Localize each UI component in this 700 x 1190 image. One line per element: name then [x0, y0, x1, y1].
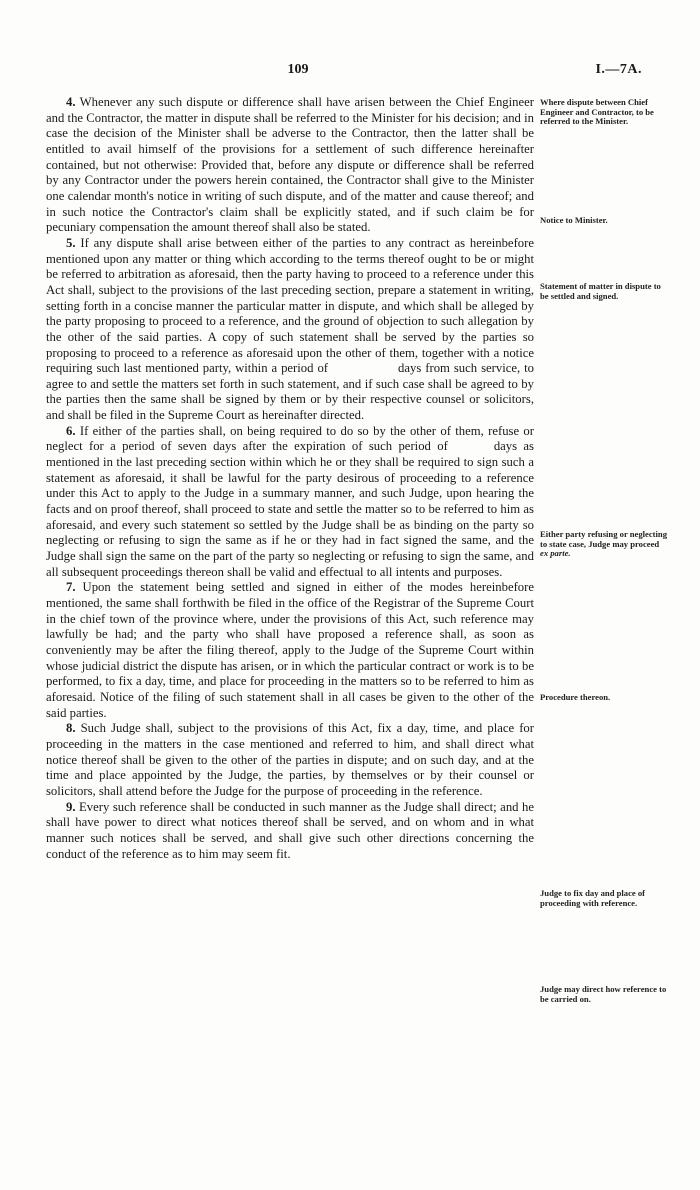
margin-note-italic: ex parte. [540, 548, 571, 559]
margin-note: Judge to fix day and place of proceeding with reference. [540, 888, 646, 908]
page-number: 109 [287, 62, 309, 77]
section-7 [46, 580, 534, 721]
section-number: 4. [66, 95, 76, 109]
section-number: 8. [66, 721, 76, 736]
section-text: days as mentioned in the last preceding section within which he or they shall be required to sign such a statement as aforesaid, it shall be lawful for the party desirous of proceeding to a reference under this Act to apply to the Judge in a summary manner, and such Judge, upon hearing the facts and on proof thereof, shall proceed to state and settle the matter so to be referred to him as aforesaid, and every such statement so settled by the Judge shall be as binding on the party so neglecting or refusing to sign the same as if he or they had in fact signed the same, and the Judge shall sign the same on the part of the party so neglecting or refusing to sign the same, and all subsequent proceedings thereon shall be valid and effectual to all intents and purposes. [46, 439, 534, 579]
margin-note: Where dispute between Chief Engineer and Contractor, to be referred to the Minister. [540, 97, 654, 127]
section-number: 6. [66, 423, 76, 438]
section-6 [46, 424, 534, 581]
section-number: 7. [66, 580, 76, 595]
body-text [46, 95, 534, 862]
section-text: If either of the parties shall, on being required to do so by the other of them, refuse or neglect for a period of seven days after the expiration of such period of [46, 423, 534, 454]
section-5 [46, 236, 534, 424]
margin-note [540, 530, 668, 559]
section-text: If any dispute shall arise between either of the parties to any contract as hereinbefore mentioned upon any matter or thing which according to the terms thereof ought to be or might be referred to arbitration as aforesaid, then the party having to proceed to a reference under this Act shall, subject to the provisions of the last preceding section, prepare a statement in writing, setting forth in a concise manner the particular matter in dispute, and which shall be alleged by the party proposing to proceed to a reference, and the ground of objection to such allegation by the other of the said parties. A copy of such statement shall be served by the parties so proposing to proceed to a reference as aforesaid upon the other of them, together with a notice requiring such last mentioned party, within a period of [46, 235, 534, 376]
margin-note: Judge may direct how reference to be carried on. [540, 984, 667, 1004]
margin-note: Statement of matter in dispute to be settled and signed. [540, 281, 661, 301]
section-4 [46, 95, 534, 236]
section-text: Whenever any such dispute or difference shall have arisen between the Chief Engineer and the Contractor, the matter in dispute shall be referred to the Minister for his decision; and in case the decision of the Minister shall be adverse to the Contractor, then the latter shall be entitled to avail himself of the provisions for a settlement of such difference hereinafter contained, but not otherwise: Provided that, before any dispute or difference shall be referred by any Contractor under the powers herein contained, the Contractor shall give to the Minister one calendar month's notice in writing of such dispute, and of the matter and cause thereof; and in such notice the Contractor's claim shall be explicitly stated, and if such claim be for pecuniary compensation the amount thereof shall also be stated. [46, 95, 534, 235]
margin-note: Notice to Minister. [540, 215, 608, 225]
margin-note: Procedure thereon. [540, 692, 611, 702]
section-9 [46, 800, 534, 863]
margin-note-text: Either party refusing or neglecting to state case, Judge may proceed [540, 529, 667, 549]
document-reference: I.—7A. [595, 62, 642, 77]
section-text: Such Judge shall, subject to the provisions of this Act, fix a day, time, and place for proceeding in the matters in the case mentioned and referred to him, and shall direct what notice thereof shall be given to the other of the parties in dispute; and on such day, and at the time and place appointed by the Judge, the parties, by themselves or by their counsel or solicitors, shall attend before the Judge for the purpose of proceeding in the reference. [46, 721, 534, 798]
section-text: days from such service, to agree to and settle the matters set forth in such statement, and if such case shall be agreed to by the parties then the same shall be signed by them or by their respective counsel or solicitors, and shall be filed in the Supreme Court as hereinafter directed. [46, 361, 534, 423]
section-8 [46, 721, 534, 799]
section-text: Upon the statement being settled and signed in either of the modes hereinbefore mentioned, the same shall forthwith be filed in the office of the Registrar of the Supreme Court in the chief town of the province where, under the provisions of this Act, such reference may lawfully be had; and the party who shall have proposed a reference shall, as soon as conveniently may be after the filing thereof, apply to the Judge of the Supreme Court within whose judicial district the dispute has arisen, or in which the particular contract or work is to be performed, to fix a day, time, and place for proceeding in the matters so to be referred to him as aforesaid. Notice of the filing of such statement shall in all cases be given to the other of the said parties. [46, 580, 534, 720]
section-text: Every such reference shall be conducted in such manner as the Judge shall direct; and he shall have power to direct what notices thereof shall be served, and on whom and in what manner such notices shall be served, and shall give such other directions concerning the conduct of the reference as to him may seem fit. [46, 799, 534, 861]
section-number: 5. [66, 235, 76, 250]
section-number: 9. [66, 799, 76, 814]
